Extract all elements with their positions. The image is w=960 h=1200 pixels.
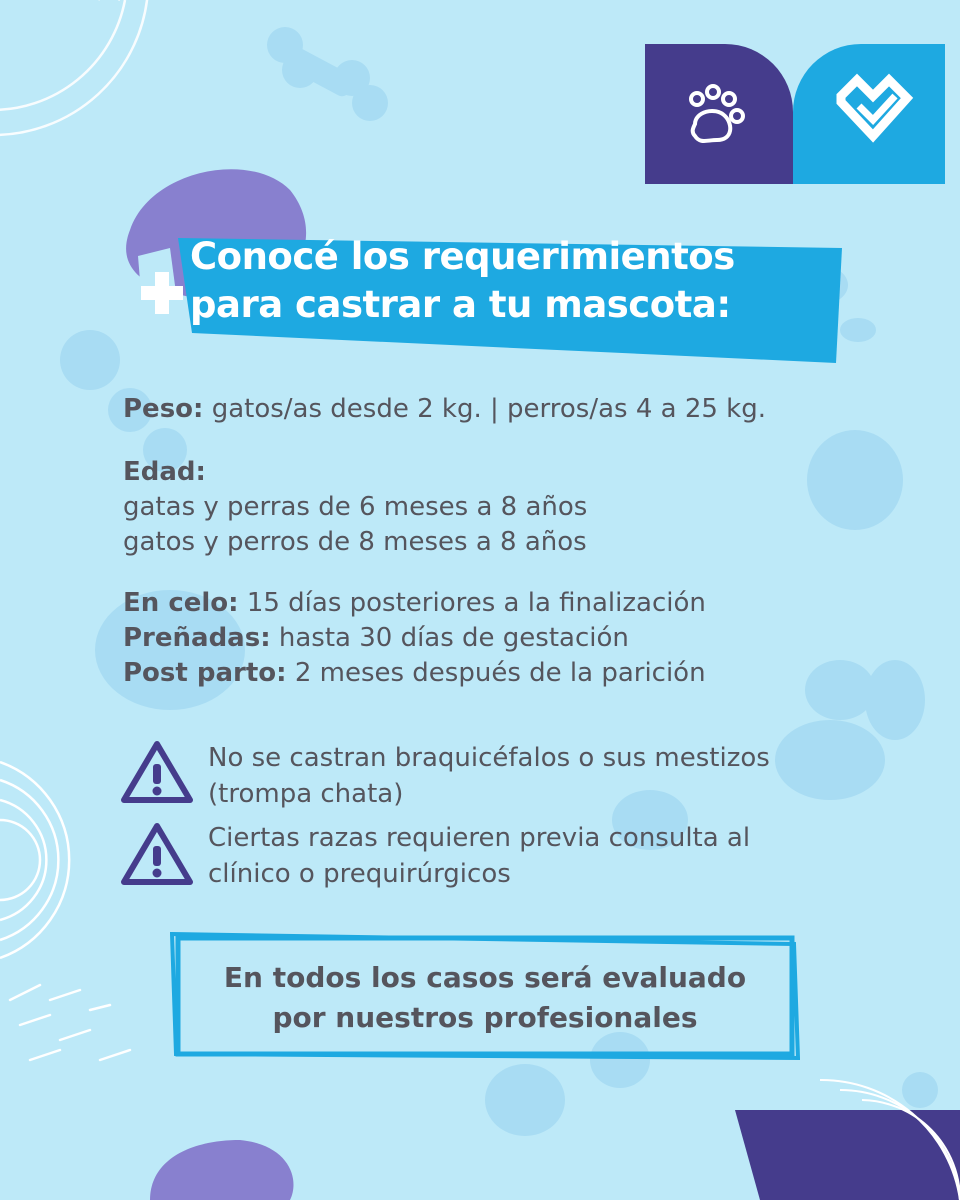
warning-item-1 [208,740,888,812]
note-text [190,958,780,1038]
prenadas-label: Preñadas: [123,623,271,653]
top-left-rings [0,0,148,135]
bottom-right-shape [735,1110,960,1200]
edad-label: Edad: [123,457,206,487]
prenadas-value: hasta 30 días de gestación [278,623,629,653]
title-line-2: para castrar a tu mascota: [190,283,731,326]
warning-1-line-1: No se castran braquicéfalos o sus mestizos [208,743,770,773]
brand-logo [645,44,945,184]
conditions-block [123,586,706,691]
warning-icon [120,820,194,888]
bone-top [267,27,388,121]
note-line-1: En todos los casos será evaluado [223,961,747,994]
celo-row [123,586,706,621]
postparto-value: 2 meses después de la parición [294,658,706,688]
edad-line-2: gatos y perros de 8 meses a 8 años [123,527,587,557]
bottom-left-dashes [10,985,130,1060]
prenadas-row [123,621,706,656]
bottom-left-rings [0,762,69,958]
peso-row [123,392,766,427]
title-line-1: Conocé los requerimientos [190,235,735,278]
note-line-2: por nuestros profesionales [272,1001,698,1034]
purple-blob-bottom [150,1140,293,1200]
plus-icon [137,268,187,318]
warning-2-line-2: clínico o prequirúrgicos [208,859,511,889]
postparto-label: Post parto: [123,658,287,688]
celo-value: 15 días posteriores a la finalización [246,588,706,618]
warning-item-2 [208,820,888,892]
edad-line-1: gatas y perras de 6 meses a 8 años [123,492,588,522]
warning-icon [120,738,194,806]
warning-1-line-2: (trompa chata) [208,779,404,809]
edad-block [123,455,587,560]
postparto-row [123,656,706,691]
warning-2-line-1: Ciertas razas requieren previa consulta al [208,823,751,853]
page-title [190,233,810,329]
peso-label: Peso: [123,394,204,424]
celo-label: En celo: [123,588,239,618]
peso-value: gatos/as desde 2 kg. | perros/as 4 a 25 kg. [211,394,767,424]
